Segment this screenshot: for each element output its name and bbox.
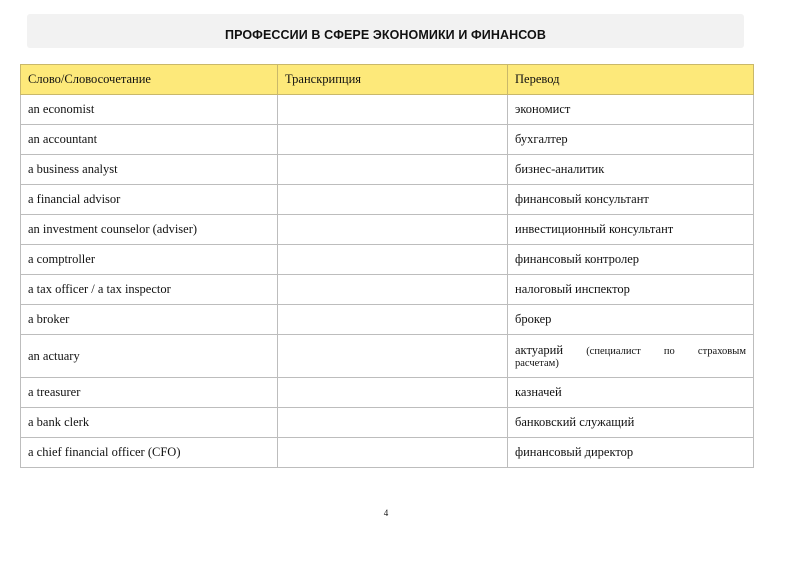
word-cell: a tax officer / a tax inspector xyxy=(21,275,278,305)
table-row xyxy=(21,185,754,215)
translation-cell xyxy=(508,335,754,378)
word-cell: an investment counselor (adviser) xyxy=(21,215,278,245)
word-cell: a financial advisor xyxy=(21,185,278,215)
translation-note-line xyxy=(515,343,746,358)
word-cell: a bank clerk xyxy=(21,408,278,438)
note-word: (специалист xyxy=(586,345,641,357)
table-row xyxy=(21,245,754,275)
table-row xyxy=(21,408,754,438)
table-row xyxy=(21,125,754,155)
word-cell: a chief financial officer (CFO) xyxy=(21,438,278,468)
vocabulary-table xyxy=(20,64,754,468)
word-cell: a comptroller xyxy=(21,245,278,275)
translation-cell: бизнес-аналитик xyxy=(508,155,754,185)
transcription-cell xyxy=(278,125,508,155)
word-cell: an economist xyxy=(21,95,278,125)
header-transcription: Транскрипция xyxy=(278,65,508,95)
note-word: по xyxy=(663,345,675,357)
transcription-cell xyxy=(278,215,508,245)
header-word: Слово/Словосочетание xyxy=(21,65,278,95)
transcription-cell xyxy=(278,95,508,125)
word-cell: a business analyst xyxy=(21,155,278,185)
table-row xyxy=(21,305,754,335)
translation-cell: инвестиционный консультант xyxy=(508,215,754,245)
translation-cell: бухгалтер xyxy=(508,125,754,155)
note-word: страховым xyxy=(697,345,746,357)
transcription-cell xyxy=(278,378,508,408)
translation-note-end: расчетам) xyxy=(515,357,559,369)
transcription-cell xyxy=(278,275,508,305)
transcription-cell xyxy=(278,185,508,215)
transcription-cell xyxy=(278,408,508,438)
word-cell: a broker xyxy=(21,305,278,335)
transcription-cell xyxy=(278,155,508,185)
translation-cell: казначей xyxy=(508,378,754,408)
translation-cell: финансовый консультант xyxy=(508,185,754,215)
page-title: ПРОФЕССИИ В СФЕРЕ ЭКОНОМИКИ И ФИНАНСОВ xyxy=(225,28,546,42)
word-cell: an accountant xyxy=(21,125,278,155)
translation-main: актуарий xyxy=(515,342,564,357)
transcription-cell xyxy=(278,305,508,335)
table-row xyxy=(21,335,754,378)
title-bar xyxy=(27,14,744,48)
table-row xyxy=(21,438,754,468)
table-row xyxy=(21,215,754,245)
table-row xyxy=(21,275,754,305)
translation-cell: финансовый директор xyxy=(508,438,754,468)
translation-cell: финансовый контролер xyxy=(508,245,754,275)
table-row xyxy=(21,378,754,408)
transcription-cell xyxy=(278,335,508,378)
translation-cell: налоговый инспектор xyxy=(508,275,754,305)
table-row xyxy=(21,95,754,125)
translation-cell: экономист xyxy=(508,95,754,125)
page-number: 4 xyxy=(383,508,389,518)
translation-cell: брокер xyxy=(508,305,754,335)
header-translation: Перевод xyxy=(508,65,754,95)
translation-cell: банковский служащий xyxy=(508,408,754,438)
word-cell: a treasurer xyxy=(21,378,278,408)
table-row xyxy=(21,155,754,185)
table-header-row xyxy=(21,65,754,95)
word-cell: an actuary xyxy=(21,335,278,378)
transcription-cell xyxy=(278,245,508,275)
transcription-cell xyxy=(278,438,508,468)
